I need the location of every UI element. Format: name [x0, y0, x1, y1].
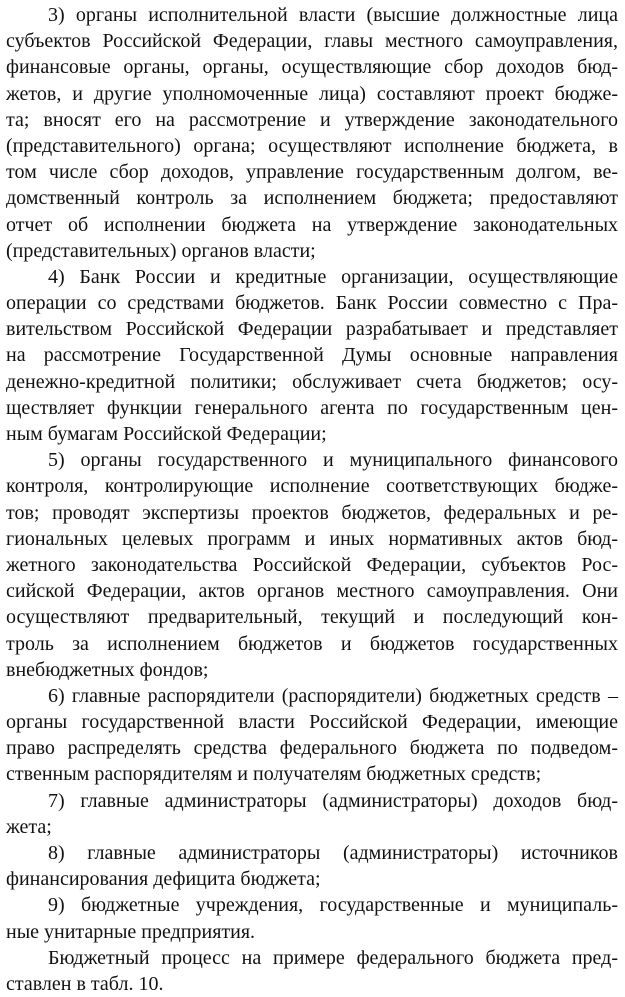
text-line: ставлен в табл. 10.	[6, 972, 164, 995]
text-line: Бюджетный процесс на примере федерального бюджета пред-	[48, 946, 618, 969]
text-line: гиональных целевых программ и иных нормативных актов бюд-	[6, 527, 618, 550]
list-item-4	[6, 264, 618, 447]
text-line: (представительных) органов власти;	[6, 239, 316, 262]
text-line: ственным распорядителям и получателям бюджетных средств;	[6, 763, 542, 786]
text-line: операции со средствами бюджетов. Банк России совместно с Пра-	[6, 292, 618, 315]
text-line: жетного законодательства Российской Федерации, субъектов Рос-	[6, 553, 618, 576]
list-item-6	[6, 683, 618, 788]
text-line: органы государственной власти Российской Федерации, имеющие	[6, 711, 618, 734]
text-line: жета;	[6, 815, 52, 838]
text-line: финансирования дефицита бюджета;	[6, 868, 321, 891]
text-line: денежно-кредитной политики; обслуживает счета бюджетов; осу-	[6, 370, 618, 393]
text-line: 7) главные администраторы (администраторы) доходов бюд-	[48, 789, 618, 812]
text-line: (представительного) органа; осуществляют исполнение бюджета, в	[6, 134, 618, 157]
text-line: субъектов Российской Федерации, главы местного самоуправления,	[6, 30, 618, 53]
text-line: 6) главные распорядители (распорядители) бюджетных средств –	[48, 684, 618, 707]
text-line: 8) главные администраторы (администраторы) источников	[48, 842, 618, 864]
list-item-9	[6, 892, 618, 944]
text-line: 9) бюджетные учреждения, государственные и муниципаль-	[48, 894, 618, 917]
text-line: том числе сбор доходов, управление государственным долгом, ве-	[6, 161, 618, 184]
text-line: отчет об исполнении бюджета на утверждение законодательных	[6, 213, 618, 236]
list-item-7	[6, 788, 618, 840]
text-line: та; вносят его на рассмотрение и утверждение законодательного	[6, 108, 618, 131]
list-item-5	[6, 447, 618, 683]
text-line: ным бумагам Российской Федерации;	[6, 423, 327, 445]
text-line: ные унитарные предприятия.	[6, 920, 256, 943]
text-line: внебюджетных фондов;	[6, 658, 209, 681]
text-line: осуществляют предварительный, текущий и последующий кон-	[6, 606, 618, 629]
text-line: вительством Российской Федерации разрабатывает и представляет	[6, 318, 618, 341]
text-line: ществляет функции генерального агента по государственным цен-	[6, 396, 618, 419]
text-line: контроля, контролирующие исполнение соответствующих бюдже-	[6, 475, 618, 498]
text-line: троль за исполнением бюджетов и бюджетов государственных	[6, 632, 618, 655]
text-line: на рассмотрение Государственной Думы основные направления	[6, 344, 618, 367]
text-line: право распределять средства федерального бюджета по подведом-	[6, 737, 618, 760]
text-line: финансовые органы, органы, осуществляющие сбор доходов бюд-	[6, 56, 618, 79]
text-line: тов; проводят экспертизы проектов бюджетов, федеральных и ре-	[6, 501, 618, 524]
text-line: домственный контроль за исполнением бюджета; предоставляют	[6, 187, 618, 210]
document-page	[6, 2, 618, 997]
list-item-8	[6, 840, 618, 892]
list-item-3	[6, 2, 618, 264]
closing-paragraph	[6, 945, 618, 997]
text-line: 5) органы государственного и муниципального финансового	[48, 449, 618, 472]
text-line: 3) органы исполнительной власти (высшие должностные лица	[48, 4, 618, 26]
text-line: жетов, и другие уполномоченные лица) составляют проект бюдже-	[6, 82, 618, 105]
text-line: 4) Банк России и кредитные организации, осуществляющие	[48, 265, 618, 288]
text-line: сийской Федерации, актов органов местного самоуправления. Они	[6, 580, 618, 603]
